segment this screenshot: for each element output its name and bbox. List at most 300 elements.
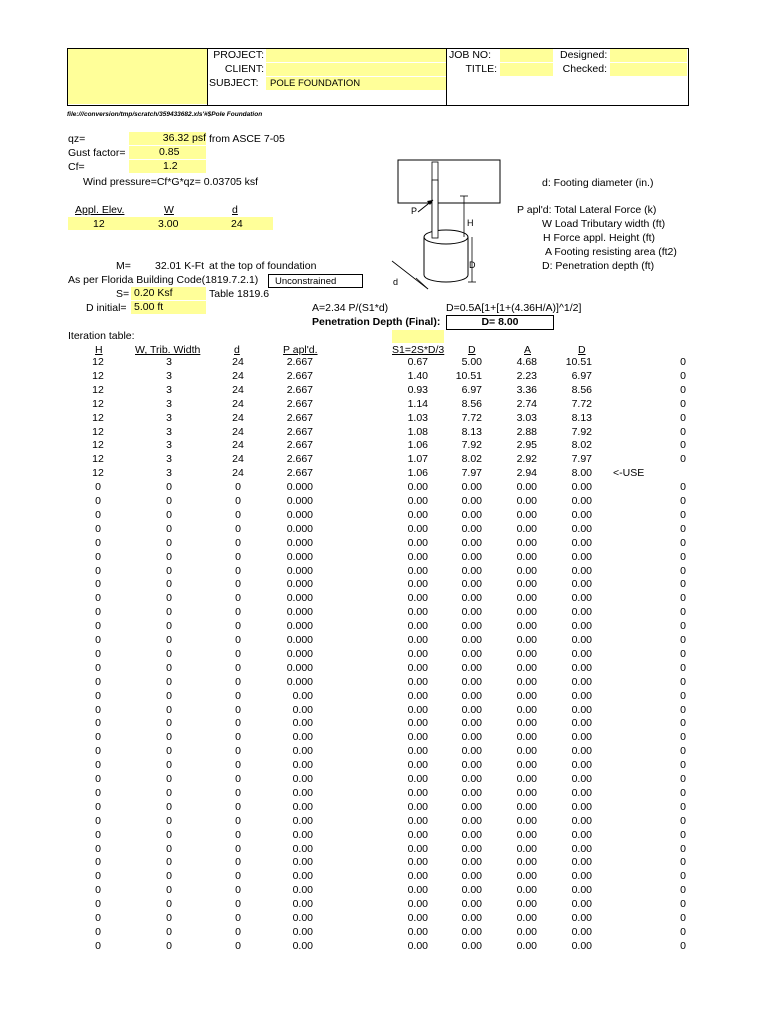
cell-dd: 0.00 xyxy=(461,773,482,785)
cell-s1: 0.00 xyxy=(407,925,428,938)
cell-h: 12 xyxy=(92,397,104,410)
cell-s1: 0.00 xyxy=(407,634,428,646)
cell-w: 0 xyxy=(166,592,172,605)
cell-dd: 0.00 xyxy=(461,870,482,883)
table-row xyxy=(0,523,768,537)
cell-dnew: 0.00 xyxy=(571,773,592,785)
job-no-field[interactable] xyxy=(500,49,553,62)
designed-field[interactable] xyxy=(610,49,687,62)
cell-a: 0.00 xyxy=(516,620,537,633)
table-row xyxy=(0,398,768,412)
cell-dnew: 0.00 xyxy=(571,550,592,563)
cell-w: 3 xyxy=(166,369,172,382)
cell-a: 2.88 xyxy=(516,425,537,438)
cell-w: 3 xyxy=(166,453,172,466)
cell-dnew: 0.00 xyxy=(571,814,592,827)
cell-flag: 0 xyxy=(680,745,686,758)
cell-s1: 0.00 xyxy=(407,786,428,799)
cell-h: 0 xyxy=(95,661,101,674)
cell-a: 2.95 xyxy=(516,439,537,452)
cell-w: 0 xyxy=(166,925,172,938)
cell-h: 0 xyxy=(95,786,101,799)
cf-label: Cf= xyxy=(68,161,85,173)
table-row xyxy=(0,912,768,926)
cell-d: 0 xyxy=(235,522,241,535)
cell-h: 12 xyxy=(92,453,104,466)
cell-dnew: 0.00 xyxy=(571,481,592,494)
cell-dnew: 0.00 xyxy=(571,925,592,938)
cell-d: 0 xyxy=(235,898,241,911)
cell-s1: 0.00 xyxy=(407,647,428,660)
cell-dd: 0.00 xyxy=(461,592,482,605)
cell-dd: 0.00 xyxy=(461,800,482,813)
cell-a: 0.00 xyxy=(516,925,537,938)
table-row xyxy=(0,759,768,773)
cell-h: 0 xyxy=(95,800,101,813)
cell-flag: 0 xyxy=(680,939,686,952)
table-row xyxy=(0,704,768,718)
cell-p: 0.000 xyxy=(286,675,313,688)
cell-w: 0 xyxy=(166,717,172,730)
cell-flag: 0 xyxy=(680,536,686,549)
col-header-w: W, Trib. Width xyxy=(135,344,201,356)
cell-s1: 0.00 xyxy=(407,745,428,758)
table-row xyxy=(0,370,768,384)
table-row xyxy=(0,884,768,898)
legend-a: A Footing resisting area (ft2) xyxy=(545,246,677,258)
cell-flag: 0 xyxy=(680,786,686,799)
cell-w: 0 xyxy=(166,939,172,952)
cell-flag: 0 xyxy=(680,731,686,744)
cell-flag: 0 xyxy=(680,689,686,702)
cell-d: 0 xyxy=(235,481,241,494)
cell-dnew: 0.00 xyxy=(571,884,592,897)
cell-dnew: 0.00 xyxy=(571,661,592,674)
cell-s1: 1.08 xyxy=(407,425,428,438)
cell-w: 3 xyxy=(166,439,172,452)
cell-p: 2.667 xyxy=(286,411,313,424)
cell-dnew: 0.00 xyxy=(571,508,592,521)
cell-d: 24 xyxy=(232,397,244,410)
cell-flag: 0 xyxy=(680,481,686,494)
cell-a: 0.00 xyxy=(516,912,537,924)
cell-a: 0.00 xyxy=(516,550,537,563)
cell-dnew: 0.00 xyxy=(571,759,592,772)
cell-flag: 0 xyxy=(680,870,686,883)
cell-flag: 0 xyxy=(680,759,686,772)
cell-flag: 0 xyxy=(680,856,686,869)
cell-h: 0 xyxy=(95,856,101,869)
cell-dd: 0.00 xyxy=(461,925,482,938)
legend-p: P apl'd: Total Lateral Force (k) xyxy=(517,204,657,216)
cell-dnew: 0.00 xyxy=(571,939,592,952)
table-row xyxy=(0,481,768,495)
sign-board xyxy=(398,160,500,203)
cell-w: 0 xyxy=(166,481,172,494)
cell-d: 0 xyxy=(235,675,241,688)
cell-dd: 0.00 xyxy=(461,689,482,702)
cell-w: 0 xyxy=(166,814,172,827)
m-value: 32.01 K-Ft xyxy=(155,260,205,272)
table-reference: Table 1819.6 xyxy=(209,288,270,300)
cell-h: 0 xyxy=(95,634,101,646)
cell-a: 0.00 xyxy=(516,814,537,827)
cell-a: 3.03 xyxy=(516,411,537,424)
cell-h: 0 xyxy=(95,870,101,883)
cell-dd: 0.00 xyxy=(461,522,482,535)
cell-dd: 0.00 xyxy=(461,481,482,494)
cell-a: 0.00 xyxy=(516,481,537,494)
cell-p: 0.00 xyxy=(292,689,313,702)
cell-dd: 0.00 xyxy=(461,495,482,507)
cell-dnew: 0.00 xyxy=(571,731,592,744)
cell-a: 0.00 xyxy=(516,522,537,535)
cell-a: 0.00 xyxy=(516,675,537,688)
cell-a: 0.00 xyxy=(516,536,537,549)
table-row xyxy=(0,412,768,426)
cell-a: 0.00 xyxy=(516,884,537,897)
col-header-p: P apl'd. xyxy=(283,344,318,356)
cell-flag: 0 xyxy=(680,564,686,577)
table-row xyxy=(0,690,768,704)
cell-h: 0 xyxy=(95,912,101,924)
cell-dnew: 0.00 xyxy=(571,703,592,716)
cell-dnew: 0.00 xyxy=(571,495,592,507)
cell-s1: 0.93 xyxy=(407,383,428,396)
cell-dd: 0.00 xyxy=(461,731,482,744)
cell-h: 0 xyxy=(95,647,101,660)
gust-input[interactable] xyxy=(129,146,206,159)
table-row xyxy=(0,634,768,648)
table-row xyxy=(0,592,768,606)
cell-w: 0 xyxy=(166,884,172,897)
code-reference: As per Florida Building Code(1819.7.2.1) xyxy=(68,274,259,286)
cell-w: 0 xyxy=(166,536,172,549)
cell-dnew: 0.00 xyxy=(571,620,592,633)
cell-flag: 0 xyxy=(680,578,686,591)
cell-dd: 0.00 xyxy=(461,786,482,799)
cell-dd: 0.00 xyxy=(461,717,482,730)
cell-w: 0 xyxy=(166,731,172,744)
cell-flag: 0 xyxy=(680,912,686,924)
cf-input[interactable] xyxy=(129,160,206,173)
cell-p: 0.000 xyxy=(286,495,313,507)
cell-w: 0 xyxy=(166,620,172,633)
cell-p: 0.00 xyxy=(292,786,313,799)
cell-p: 0.000 xyxy=(286,550,313,563)
table-row xyxy=(0,495,768,509)
cell-dd: 7.72 xyxy=(461,411,482,424)
cell-s1: 0.00 xyxy=(407,759,428,772)
cell-d: 0 xyxy=(235,717,241,730)
cell-dd: 0.00 xyxy=(461,647,482,660)
qz-input[interactable]: 36.32 psf xyxy=(129,132,206,145)
cell-d: 0 xyxy=(235,786,241,799)
cell-dd: 0.00 xyxy=(461,661,482,674)
cell-p: 0.00 xyxy=(292,773,313,785)
cell-h: 12 xyxy=(92,383,104,396)
cell-w: 0 xyxy=(166,856,172,869)
cell-a: 0.00 xyxy=(516,870,537,883)
cell-h: 12 xyxy=(92,439,104,452)
cell-flag: 0 xyxy=(680,925,686,938)
cell-p: 0.00 xyxy=(292,898,313,911)
cell-d: 24 xyxy=(232,383,244,396)
table-row xyxy=(0,773,768,787)
cell-dd: 0.00 xyxy=(461,814,482,827)
cell-p: 2.667 xyxy=(286,397,313,410)
cell-w: 3 xyxy=(166,425,172,438)
table-row xyxy=(0,870,768,884)
cell-d: 0 xyxy=(235,856,241,869)
table-row xyxy=(0,898,768,912)
cell-w: 0 xyxy=(166,870,172,883)
m-label: M= xyxy=(116,260,131,272)
cell-dnew: 0.00 xyxy=(571,606,592,619)
project-field[interactable] xyxy=(266,49,446,62)
cell-d: 0 xyxy=(235,578,241,591)
cell-s1: 1.07 xyxy=(407,453,428,466)
col-header-dnew: D xyxy=(578,344,586,356)
cell-h: 0 xyxy=(95,536,101,549)
cell-d: 0 xyxy=(235,647,241,660)
cell-dnew: 10.51 xyxy=(565,356,592,368)
cell-p: 2.667 xyxy=(286,439,313,452)
cell-d: 0 xyxy=(235,536,241,549)
cell-h: 0 xyxy=(95,898,101,911)
table-row xyxy=(0,384,768,398)
cell-s1: 0.00 xyxy=(407,564,428,577)
client-label: CLIENT: xyxy=(224,63,264,75)
diagram-h-label: H xyxy=(467,218,474,228)
cell-h: 0 xyxy=(95,675,101,688)
cell-h: 0 xyxy=(95,773,101,785)
pole-foundation-diagram xyxy=(380,150,520,300)
cell-h: 0 xyxy=(95,550,101,563)
cell-dd: 0.00 xyxy=(461,759,482,772)
cell-p: 0.00 xyxy=(292,759,313,772)
cell-dnew: 8.13 xyxy=(571,411,592,424)
cell-dnew: 6.97 xyxy=(571,369,592,382)
cell-s1: 0.00 xyxy=(407,661,428,674)
cell-s1: 0.00 xyxy=(407,481,428,494)
cell-d: 24 xyxy=(232,439,244,452)
legend-w: W Load Tributary width (ft) xyxy=(542,218,666,230)
cell-s1: 0.00 xyxy=(407,898,428,911)
table-row xyxy=(0,439,768,453)
cell-a: 0.00 xyxy=(516,759,537,772)
checked-field[interactable] xyxy=(610,63,687,76)
gust-label: Gust factor= xyxy=(68,147,126,159)
cell-w: 0 xyxy=(166,578,172,591)
w-input[interactable]: 3.00 xyxy=(158,218,179,230)
cell-s1: 0.00 xyxy=(407,620,428,633)
cell-p: 0.00 xyxy=(292,703,313,716)
appl-elev-input[interactable]: 12 xyxy=(93,218,105,230)
cell-dd: 0.00 xyxy=(461,884,482,897)
cell-s1: 0.00 xyxy=(407,912,428,924)
table-row xyxy=(0,648,768,662)
cell-flag: 0 xyxy=(680,842,686,855)
cell-w: 0 xyxy=(166,898,172,911)
header-logo-cell xyxy=(68,49,207,104)
cell-h: 0 xyxy=(95,884,101,897)
cell-dnew: 0.00 xyxy=(571,745,592,758)
cell-dnew: 8.56 xyxy=(571,383,592,396)
cell-w: 0 xyxy=(166,508,172,521)
cell-p: 0.000 xyxy=(286,606,313,619)
cell-a: 0.00 xyxy=(516,773,537,785)
cell-flag: 0 xyxy=(680,703,686,716)
cell-dnew: 7.72 xyxy=(571,397,592,410)
designed-label: Designed: xyxy=(560,49,608,61)
constraint-dropdown[interactable] xyxy=(268,274,363,288)
cell-s1: 0.00 xyxy=(407,717,428,730)
cell-d: 0 xyxy=(235,745,241,758)
legend-h: H Force appl. Height (ft) xyxy=(543,232,656,244)
cell-a: 0.00 xyxy=(516,703,537,716)
cell-d: 0 xyxy=(235,912,241,924)
pole-stub xyxy=(432,180,438,238)
cell-dd: 0.00 xyxy=(461,703,482,716)
cell-s1: 0.00 xyxy=(407,675,428,688)
table-row xyxy=(0,940,768,954)
subject-field[interactable] xyxy=(266,77,446,90)
cell-s1: 1.40 xyxy=(407,369,428,382)
cell-a: 0.00 xyxy=(516,606,537,619)
constraint-value: Unconstrained xyxy=(275,276,337,287)
legend-dd: D: Penetration depth (ft) xyxy=(542,260,655,272)
cell-s1: 0.67 xyxy=(407,356,428,368)
col-header-dd: D xyxy=(468,344,476,356)
cell-p: 0.000 xyxy=(286,508,313,521)
cell-dnew: 8.00 xyxy=(571,467,592,480)
cell-h: 0 xyxy=(95,925,101,938)
cell-w: 0 xyxy=(166,550,172,563)
cell-w: 0 xyxy=(166,634,172,646)
cell-a: 0.00 xyxy=(516,800,537,813)
cell-s1: 0.00 xyxy=(407,731,428,744)
s-input[interactable]: 0.20 Ksf xyxy=(131,287,206,300)
cell-d: 0 xyxy=(235,620,241,633)
cell-d: 0 xyxy=(235,842,241,855)
cell-d: 0 xyxy=(235,814,241,827)
cell-dd: 7.92 xyxy=(461,439,482,452)
cell-w: 0 xyxy=(166,689,172,702)
cell-p: 0.00 xyxy=(292,745,313,758)
cell-w: 0 xyxy=(166,759,172,772)
cell-p: 0.00 xyxy=(292,870,313,883)
cell-flag: 0 xyxy=(680,620,686,633)
cell-a: 3.36 xyxy=(516,383,537,396)
cell-d: 0 xyxy=(235,634,241,646)
client-field[interactable] xyxy=(266,63,446,76)
cell-w: 3 xyxy=(166,383,172,396)
cell-s1: 0.00 xyxy=(407,689,428,702)
cell-d: 0 xyxy=(235,495,241,507)
d-initial-input[interactable]: 5.00 ft xyxy=(131,301,206,314)
cell-flag: 0 xyxy=(680,828,686,841)
cell-s1: 0.00 xyxy=(407,828,428,841)
cell-h: 12 xyxy=(92,411,104,424)
table-row xyxy=(0,426,768,440)
cell-h: 0 xyxy=(95,620,101,633)
qz-source: from ASCE 7-05 xyxy=(209,133,285,145)
cell-dd: 0.00 xyxy=(461,675,482,688)
d-input[interactable]: 24 xyxy=(231,218,243,230)
cell-dnew: 0.00 xyxy=(571,647,592,660)
s1-highlight xyxy=(392,330,444,343)
title-field[interactable] xyxy=(500,63,553,76)
cell-flag: 0 xyxy=(680,647,686,660)
cell-h: 12 xyxy=(92,369,104,382)
cell-s1: 0.00 xyxy=(407,606,428,619)
cell-s1: 0.00 xyxy=(407,592,428,605)
cell-p: 0.000 xyxy=(286,634,313,646)
cell-h: 0 xyxy=(95,717,101,730)
cell-flag: 0 xyxy=(680,453,686,466)
header-divider-right xyxy=(446,48,447,105)
table-row xyxy=(0,620,768,634)
cell-a: 0.00 xyxy=(516,898,537,911)
cell-h: 12 xyxy=(92,356,104,368)
cell-flag: 0 xyxy=(680,661,686,674)
cell-dd: 8.13 xyxy=(461,425,482,438)
cell-h: 0 xyxy=(95,481,101,494)
cell-a: 0.00 xyxy=(516,495,537,507)
col-header-a: A xyxy=(524,344,532,356)
cell-d: 0 xyxy=(235,592,241,605)
cell-p: 0.00 xyxy=(292,814,313,827)
cell-p: 0.000 xyxy=(286,592,313,605)
cell-flag: 0 xyxy=(680,369,686,382)
cell-dd: 0.00 xyxy=(461,939,482,952)
cell-dd: 0.00 xyxy=(461,564,482,577)
cell-p: 0.000 xyxy=(286,536,313,549)
cell-h: 12 xyxy=(92,467,104,480)
cell-dnew: 0.00 xyxy=(571,564,592,577)
diagram-small-d-label: d xyxy=(393,277,399,287)
cell-h: 0 xyxy=(95,495,101,507)
footing-top xyxy=(424,230,468,244)
job-no-label: JOB NO: xyxy=(449,49,492,61)
cell-dd: 0.00 xyxy=(461,842,482,855)
cell-a: 0.00 xyxy=(516,647,537,660)
cell-p: 2.667 xyxy=(286,356,313,368)
cell-a: 2.74 xyxy=(516,397,537,410)
cell-dnew: 0.00 xyxy=(571,898,592,911)
cell-h: 0 xyxy=(95,814,101,827)
wind-pressure: Wind pressure=Cf*G*qz= 0.03705 ksf xyxy=(83,176,259,188)
cell-a: 0.00 xyxy=(516,856,537,869)
cell-w: 0 xyxy=(166,606,172,619)
title-label: TITLE: xyxy=(465,63,497,75)
cell-h: 0 xyxy=(95,759,101,772)
cell-a: 2.92 xyxy=(516,453,537,466)
table-row xyxy=(0,509,768,523)
cell-w: 3 xyxy=(166,411,172,424)
cell-dd: 0.00 xyxy=(461,606,482,619)
a-formula: A=2.34 P/(S1*d) xyxy=(312,302,389,314)
cell-p: 0.00 xyxy=(292,842,313,855)
cell-w: 0 xyxy=(166,828,172,841)
cell-dnew: 0.00 xyxy=(571,675,592,688)
cell-p: 0.00 xyxy=(292,884,313,897)
cell-w: 0 xyxy=(166,564,172,577)
cell-p: 2.667 xyxy=(286,467,313,480)
cell-dd: 5.00 xyxy=(461,356,482,368)
cell-s1: 0.00 xyxy=(407,508,428,521)
